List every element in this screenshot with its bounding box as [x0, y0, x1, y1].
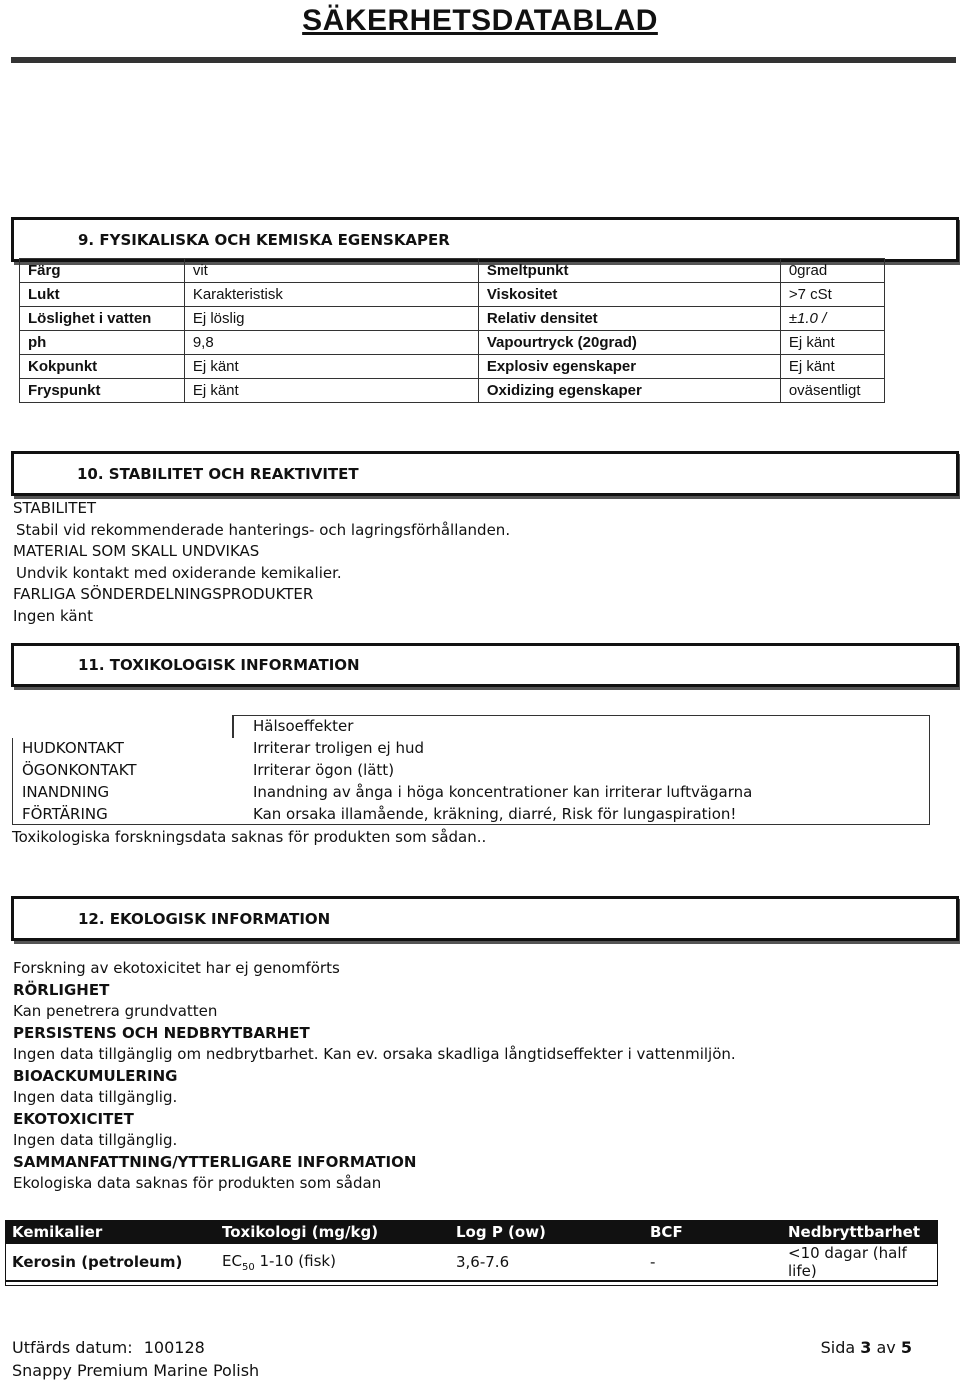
property-value: Karakteristisk [184, 283, 478, 307]
decomposition-text: Ingen känt [13, 606, 93, 625]
page-current: 3 [860, 1338, 872, 1357]
issued-label: Utfärds datum: [12, 1338, 133, 1357]
property-value: Ej känt [780, 355, 884, 379]
persistence-label: PERSISTENS OCH NEDBRYTBARHET [13, 1023, 310, 1042]
page-prefix: Sida [820, 1338, 856, 1357]
ecology-header-bcf: BCF [643, 1220, 781, 1244]
logp-value: 3,6-7.6 [449, 1244, 643, 1281]
degradation-value: <10 dagar (half life) [781, 1244, 938, 1281]
property-value: Ej känt [184, 379, 478, 403]
section-9-title: 9. FYSIKALISKA OCH KEMISKA EGENSKAPER [78, 230, 450, 249]
tox-subscript: 50 [241, 1261, 255, 1273]
exposure-route: ÖGONKONTAKT [22, 761, 137, 779]
table-row [20, 379, 885, 403]
property-value: vit [184, 259, 478, 283]
persistence-text: Ingen data tillgänglig om nedbrytbarhet. Kan ev. orsaka skadliga långtidseffekter i vattenmiljön. [13, 1045, 736, 1063]
table-row [12, 759, 930, 781]
section-12-title: 12. EKOLOGISK INFORMATION [78, 909, 331, 928]
health-effect: Kan orsaka illamående, kräkning, diarré, Risk för lungaspiration! [253, 805, 737, 823]
bcf-value: - [643, 1244, 781, 1281]
property-value: Ej känt [780, 331, 884, 355]
property-name: Vapourtryck (20grad) [478, 331, 780, 355]
property-value: 9,8 [184, 331, 478, 355]
issued-date [12, 1338, 205, 1357]
property-name: Oxidizing egenskaper [478, 379, 780, 403]
stability-block [13, 498, 510, 627]
table-row [20, 259, 885, 283]
table-row [20, 283, 885, 307]
property-value: ±1.0 / [780, 307, 884, 331]
property-name: ph [20, 331, 185, 355]
property-name: Färg [20, 259, 185, 283]
table-row [20, 331, 885, 355]
page-separator: av [876, 1338, 896, 1357]
table-row [5, 1244, 938, 1281]
ecology-intro: Forskning av ekotoxicitet har ej genomförts [13, 959, 340, 977]
section-11-title: 11. TOXIKOLOGISK INFORMATION [78, 656, 360, 674]
property-name: Löslighet i vatten [20, 307, 185, 331]
tox-value: 1-10 (fisk) [254, 1251, 336, 1270]
decomposition-label: FARLIGA SÖNDERDELNINGSPRODUKTER [13, 585, 314, 603]
avoid-text: Undvik kontakt med oxiderande kemikalier. [16, 563, 342, 582]
physical-properties-table [19, 258, 885, 403]
property-name: Smeltpunkt [478, 259, 780, 283]
health-effect: Inandning av ånga i höga koncentrationer kan irriterar luftvägarna [253, 783, 753, 801]
property-value: Ej löslig [184, 307, 478, 331]
ecology-header-toxicology: Toxikologi (mg/kg) [215, 1220, 449, 1244]
summary-text: Ekologiska data saknas för produkten som sådan [13, 1174, 382, 1192]
property-value: 0grad [780, 259, 884, 283]
avoid-label: MATERIAL SOM SKALL UNDVIKAS [13, 542, 260, 560]
tox-prefix: EC [222, 1251, 242, 1270]
property-name: Relativ densitet [478, 307, 780, 331]
table-row [12, 781, 930, 803]
ecotoxicity-label: EKOTOXICITET [13, 1109, 134, 1128]
table-row [20, 307, 885, 331]
ecology-block [13, 958, 736, 1195]
table-row [12, 737, 930, 759]
ecology-table [5, 1220, 938, 1282]
toxicology-value [215, 1244, 449, 1281]
document-title: SÄKERHETSDATABLAD [302, 4, 658, 37]
property-name: Lukt [20, 283, 185, 307]
property-value: oväsentligt [780, 379, 884, 403]
toxicology-table [12, 715, 930, 825]
section-10-header [11, 451, 959, 496]
table-row [20, 355, 885, 379]
section-10-title: 10. STABILITET OCH REAKTIVITET [77, 464, 359, 483]
property-name: Fryspunkt [20, 379, 185, 403]
exposure-route: INANDNING [22, 783, 110, 801]
property-name: Explosiv egenskaper [478, 355, 780, 379]
section-11-header [11, 643, 959, 687]
ecotoxicity-text: Ingen data tillgänglig. [13, 1131, 178, 1149]
page-number [821, 1338, 912, 1357]
table-row [12, 803, 930, 825]
health-effects-header: Hälsoeffekter [253, 717, 354, 735]
summary-label: SAMMANFATTNING/YTTERLIGARE INFORMATION [13, 1152, 417, 1171]
ecology-header-chemical: Kemikalier [5, 1220, 215, 1244]
page-total: 5 [900, 1338, 912, 1357]
ecology-header-logp: Log P (ow) [449, 1220, 643, 1244]
toxicology-note: Toxikologiska forskningsdata saknas för produkten som sådan.. [12, 828, 487, 846]
exposure-route: FÖRTÄRING [22, 805, 108, 823]
mobility-label: RÖRLIGHET [13, 980, 110, 999]
exposure-route: HUDKONTAKT [22, 739, 124, 757]
health-effect: Irriterar ögon (lätt) [253, 761, 395, 779]
section-12-header [11, 896, 959, 941]
title-divider [11, 57, 956, 63]
product-name: Snappy Premium Marine Polish [12, 1361, 260, 1380]
chemical-name: Kerosin (petroleum) [5, 1244, 215, 1281]
bioaccumulation-label: BIOACKUMULERING [13, 1066, 178, 1085]
property-name: Viskositet [478, 283, 780, 307]
mobility-text: Kan penetrera grundvatten [13, 1002, 218, 1020]
issued-value: 100128 [143, 1338, 205, 1357]
property-name: Kokpunkt [20, 355, 185, 379]
property-value: Ej känt [184, 355, 478, 379]
health-effect: Irriterar troligen ej hud [253, 739, 425, 757]
bioaccumulation-text: Ingen data tillgänglig. [13, 1088, 178, 1106]
section-9-header [11, 217, 959, 262]
ecology-header-degradation: Nedbryttbarhet [781, 1220, 938, 1244]
stability-label: STABILITET [13, 499, 97, 517]
property-value: >7 cSt [780, 283, 884, 307]
stability-text: Stabil vid rekommenderade hanterings- och lagringsförhållanden. [16, 520, 511, 539]
